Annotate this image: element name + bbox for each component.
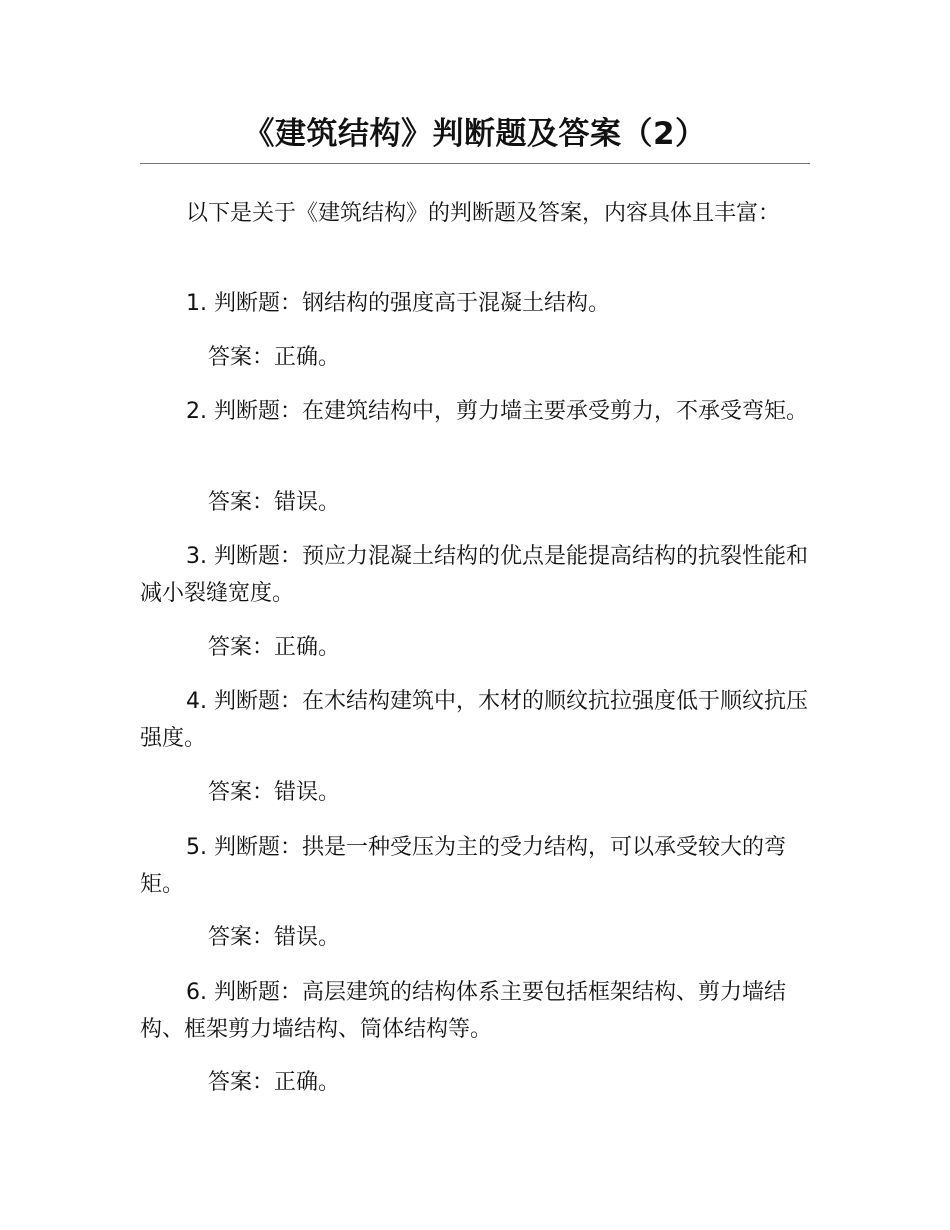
- answer-text: 答案：正确。: [208, 1070, 341, 1095]
- question-text: 判断题：在建筑结构中，剪力墙主要承受剪力，不承受弯矩。: [214, 399, 809, 424]
- question-text: 判断题：钢结构的强度高于混凝土结构。: [214, 291, 611, 316]
- question-text: 判断题：拱是一种受压为主的受力结构，可以承受较大的弯矩。: [140, 835, 787, 897]
- question-item: [140, 286, 810, 323]
- question-text: 判断题：在木结构建筑中，木材的顺纹抗拉强度低于顺纹抗压强度。: [140, 689, 809, 751]
- question-text: 判断题：高层建筑的结构体系主要包括框架结构、剪力墙结构、框架剪力墙结构、筒体结构等。: [140, 980, 787, 1042]
- question-text: 判断题：预应力混凝土结构的优点是能提高结构的抗裂性能和减小裂缝宽度。: [140, 544, 809, 606]
- question-number: 1.: [186, 291, 207, 316]
- answer-text: 答案：错误。: [208, 925, 341, 950]
- document-title: 《建筑结构》判断题及答案（2）: [243, 116, 707, 152]
- question-number: 6.: [186, 980, 207, 1005]
- answer-text: 答案：错误。: [208, 490, 341, 515]
- answer-text: 答案：错误。: [208, 780, 341, 805]
- question-number: 3.: [186, 544, 207, 569]
- question-number: 2.: [186, 399, 207, 424]
- question-number: 5.: [186, 835, 207, 860]
- question-number: 4.: [186, 689, 207, 714]
- title-underline: [140, 163, 810, 164]
- question-item: [140, 975, 810, 1048]
- question-item: [140, 830, 810, 903]
- answer-text: 答案：正确。: [208, 345, 341, 370]
- question-item: [140, 539, 810, 612]
- question-item: [140, 394, 810, 431]
- intro-paragraph: 以下是关于《建筑结构》的判断题及答案，内容具体且丰富：: [186, 201, 781, 226]
- question-item: [140, 684, 810, 757]
- answer-text: 答案：正确。: [208, 635, 341, 660]
